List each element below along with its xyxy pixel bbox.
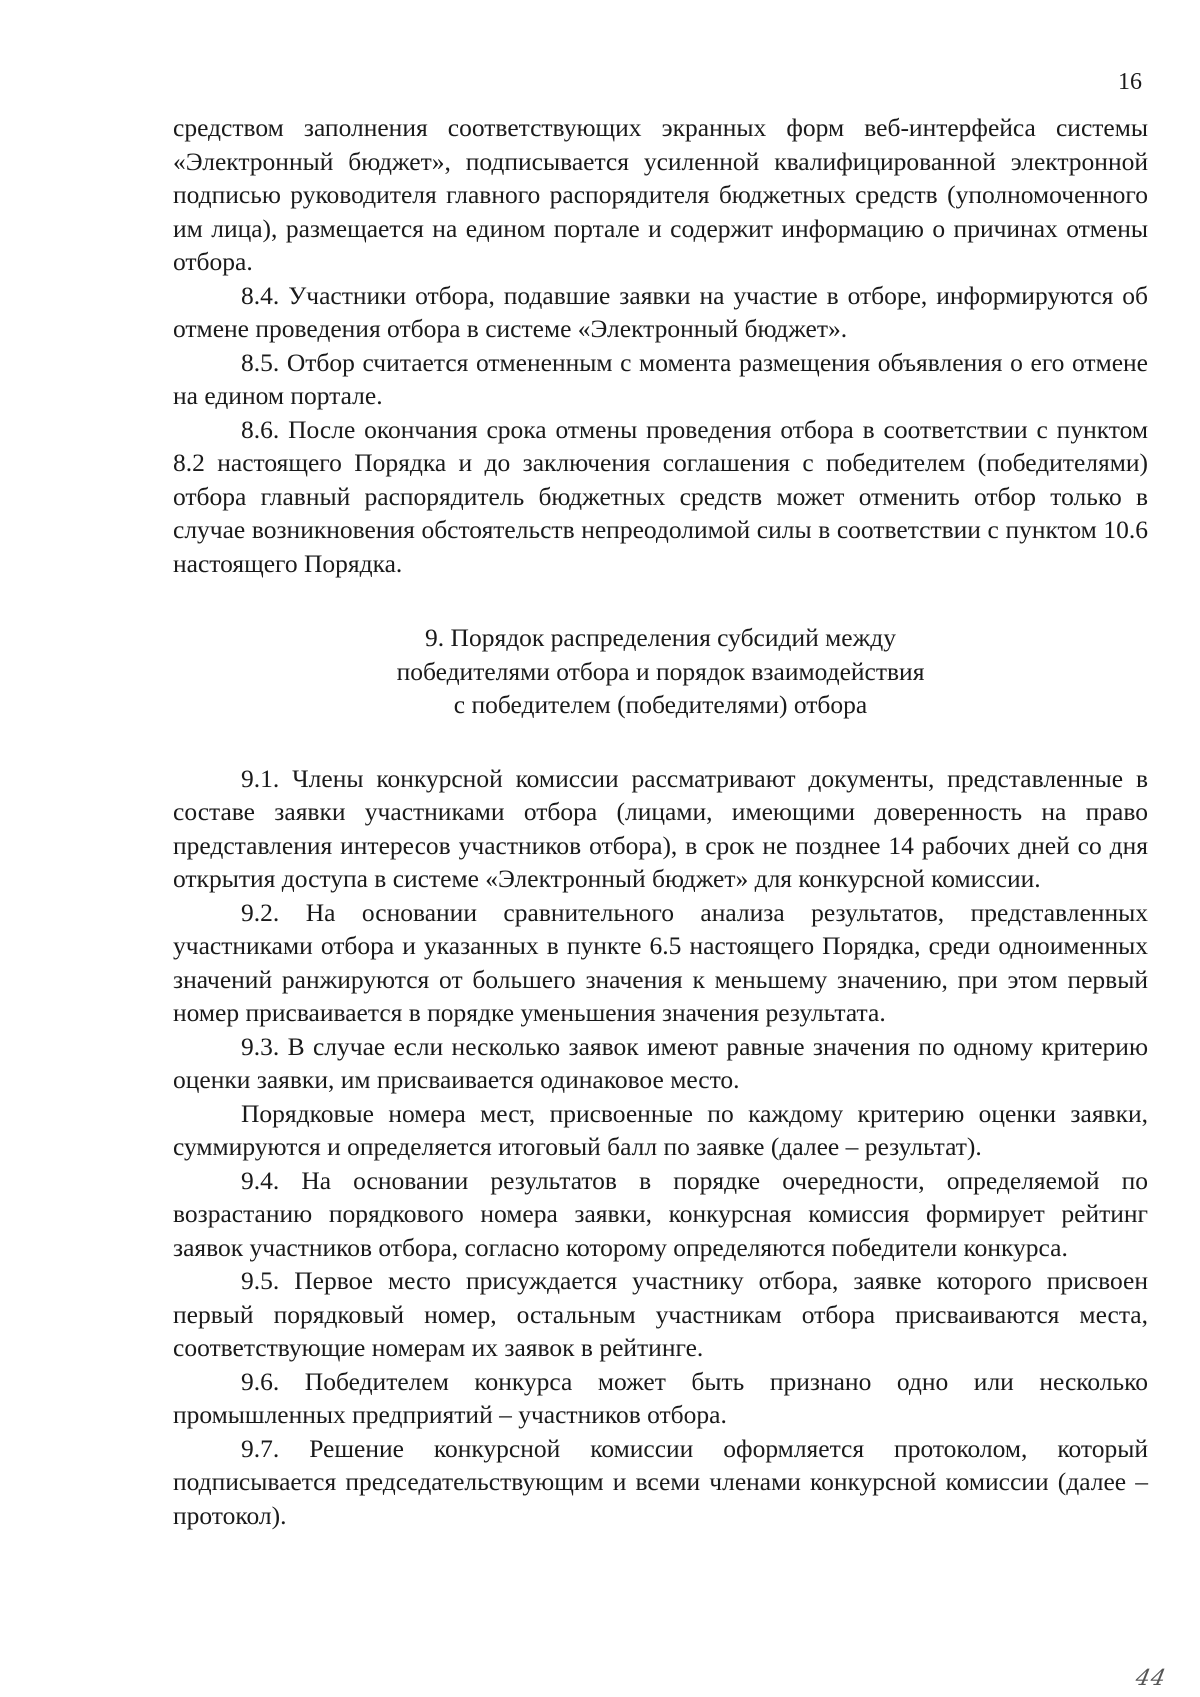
paragraph-8-6: 8.6. После окончания срока отмены проведения отбора в соответствии с пунктом 8.2 настоящего Порядка и до заключения соглашения с победителем (победителями) отбора главный распорядитель бюджетных средств может отменить отбор только в случае возникновения обстоятельств непреодолимой силы в соответствии с пунктом 10.6 настоящего Порядка. bbox=[173, 414, 1148, 578]
paragraph-9-3: 9.3. В случае если несколько заявок имеют равные значения по одному критерию оценки заявки, им присваивается одинаковое место. bbox=[173, 1031, 1148, 1094]
page-number: 16 bbox=[1118, 69, 1142, 95]
section-heading-line: с победителем (победителями) отбора bbox=[453, 690, 868, 719]
paragraph-8-5: 8.5. Отбор считается отмененным с момента размещения объявления о его отмене на едином портале. bbox=[173, 347, 1148, 410]
handwritten-margin-mark: 44 bbox=[1133, 1666, 1169, 1691]
paragraph-continuation: средством заполнения соответствующих экранных форм веб-интерфейса системы «Электронный бюджет», подписывается усиленной квалифицированной электронной подписью руководителя главного распорядителя бюджетных средств (уполномоченного им лица), размещается на едином портале и содержит информацию о причинах отмены отбора. bbox=[173, 113, 1148, 276]
paragraph-9-7: 9.7. Решение конкурсной комиссии оформляется протоколом, который подписывается председательствующим и всеми членами конкурсной комиссии (далее – протокол). bbox=[173, 1433, 1148, 1530]
document-body bbox=[173, 111, 1148, 1532]
section-heading-9 bbox=[173, 621, 1148, 722]
paragraph-9-1: 9.1. Члены конкурсной комиссии рассматривают документы, представленные в составе заявки участниками отбора (лицами, имеющими доверенность на право представления интересов участников отбора), в срок не позднее 14 рабочих дней со дня открытия доступа в системе «Электронный бюджет» для конкурсной комиссии. bbox=[173, 763, 1148, 893]
paragraph-9-3-cont: Порядковые номера мест, присвоенные по каждому критерию оценки заявки, суммируются и определяется итоговый балл по заявке (далее – результат). bbox=[173, 1098, 1148, 1161]
paragraph-8-4: 8.4. Участники отбора, подавшие заявки на участие в отборе, информируются об отмене проведения отбора в системе «Электронный бюджет». bbox=[173, 280, 1148, 343]
paragraph-9-4: 9.4. На основании результатов в порядке очередности, определяемой по возрастанию порядкового номера заявки, конкурсная комиссия формирует рейтинг заявок участников отбора, согласно которому определяются победители конкурса. bbox=[173, 1165, 1148, 1262]
paragraph-9-2: 9.2. На основании сравнительного анализа результатов, представленных участниками отбора и указанных в пункте 6.5 настоящего Порядка, среди одноименных значений ранжируются от большего значения к меньшему значению, при этом первый номер присваивается в порядке уменьшения значения результата. bbox=[173, 897, 1148, 1027]
paragraph-9-6: 9.6. Победителем конкурса может быть признано одно или несколько промышленных предприятий – участников отбора. bbox=[173, 1366, 1148, 1429]
section-heading-line: 9. Порядок распределения субсидий между bbox=[425, 623, 896, 652]
section-heading-line: победителями отбора и порядок взаимодействия bbox=[396, 656, 925, 686]
paragraph-9-5: 9.5. Первое место присуждается участнику отбора, заявке которого присвоен первый порядковый номер, остальным участникам отбора присваиваются места, соответствующие номерам их заявок в рейтинге. bbox=[173, 1266, 1148, 1362]
